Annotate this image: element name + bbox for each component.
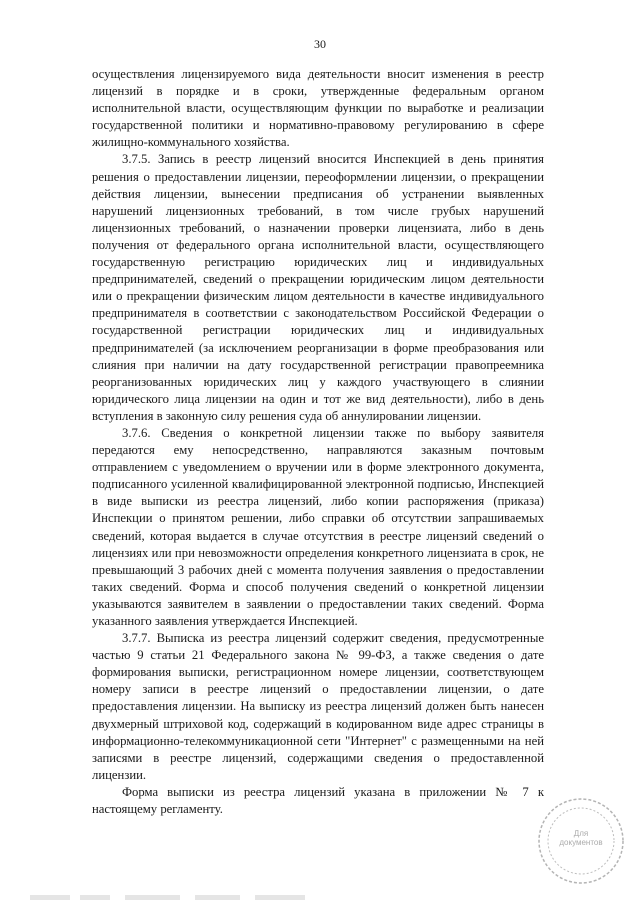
document-body — [92, 66, 544, 818]
stamp-text-line1: Для — [573, 829, 589, 838]
page-number: 30 — [314, 37, 326, 51]
paragraph-intro: осуществления лицензируемого вида деятельности вносит изменения в реестр лицензий в порядке и в сроки, утвержденные федеральным органом исполнительной власти, осуществляющим функции по выработке и реализации государственной политики и нормативно-правовому регулированию в сфере жилищно-коммунального хозяйства. — [92, 67, 544, 150]
stamp-text-line2: документов — [559, 838, 603, 847]
paragraph-form-note: Форма выписки из реестра лицензий указана в приложении № 7 к настоящему регламенту. — [92, 784, 544, 817]
official-seal-stamp — [535, 795, 627, 887]
paragraph-3-7-7: 3.7.7. Выписка из реестра лицензий содержит сведения, предусмотренные частью 9 статьи 21 Федерального закона № 99-ФЗ, а также сведения о дате формирования выписки, регистрационном номере лицензии, соответствующем номеру записи в реестре лицензий о предоставлении лицензии, о дате предоставления лицензии. На выписку из реестра лицензий должен быть нанесен двухмерный штриховой код, содержащий в кодированном виде адрес страницы в информационно-телекоммуникационной сети "Интернет" с размещенными на ней записями в реестре лицензий, содержащими сведения о предоставленной лицензии. — [92, 631, 544, 782]
paragraph-3-7-5: 3.7.5. Запись в реестр лицензий вносится Инспекцией в день принятия решения о предоставлении лицензии, переоформлении лицензии, о прекращении действия лицензии, вынесении предписания об устранении выявленных нарушений лицензионных требований, в том числе грубых нарушений лицензионных требований, о назначении проверки лицензиата, либо в день получения от федерального органа исполнительной власти, осуществляющего государственную регистрацию юридических лиц и индивидуальных предпринимателей, сведений о прекращении юридическим лицом деятельности или о прекращении физическим лицом деятельности в качестве индивидуального предпринимателя в соответствии с законодательством Российской Федерации о государственной регистрации юридических лиц и индивидуальных предпринимателей (за исключением реорганизации в форме преобразования или слияния при наличии на дату государственной регистрации правопреемника реорганизованных юридических лиц у каждого участвующего в слиянии юридического лица лицензии на один и тот же вид деятельности), либо в день вступления в законную силу решения суда об аннулировании лицензии. — [92, 152, 544, 423]
paragraph-3-7-6: 3.7.6. Сведения о конкретной лицензии также по выбору заявителя передаются ему непосредственно, направляются заказным почтовым отправлением с уведомлением о вручении или в форме электронного документа, подписанного усиленной квалифицированной электронной подписью, Инспекцией в виде выписки из реестра лицензий, либо копии распоряжения (приказа) Инспекции о принятом решении, либо справки об отсутствии запрашиваемых сведений, которая выдается в случае отсутствия в реестре лицензий сведений о лицензиях или при невозможности определения конкретного лицензиата в срок, не превышающий 3 рабочих дней с момента получения заявления о предоставлении таких сведений. Форма и способ получения сведений о конкретной лицензии указываются заявителем в заявлении о предоставлении таких сведений. Форма указанного заявления утверждается Инспекцией. — [92, 425, 544, 628]
scan-artifact — [30, 893, 310, 903]
